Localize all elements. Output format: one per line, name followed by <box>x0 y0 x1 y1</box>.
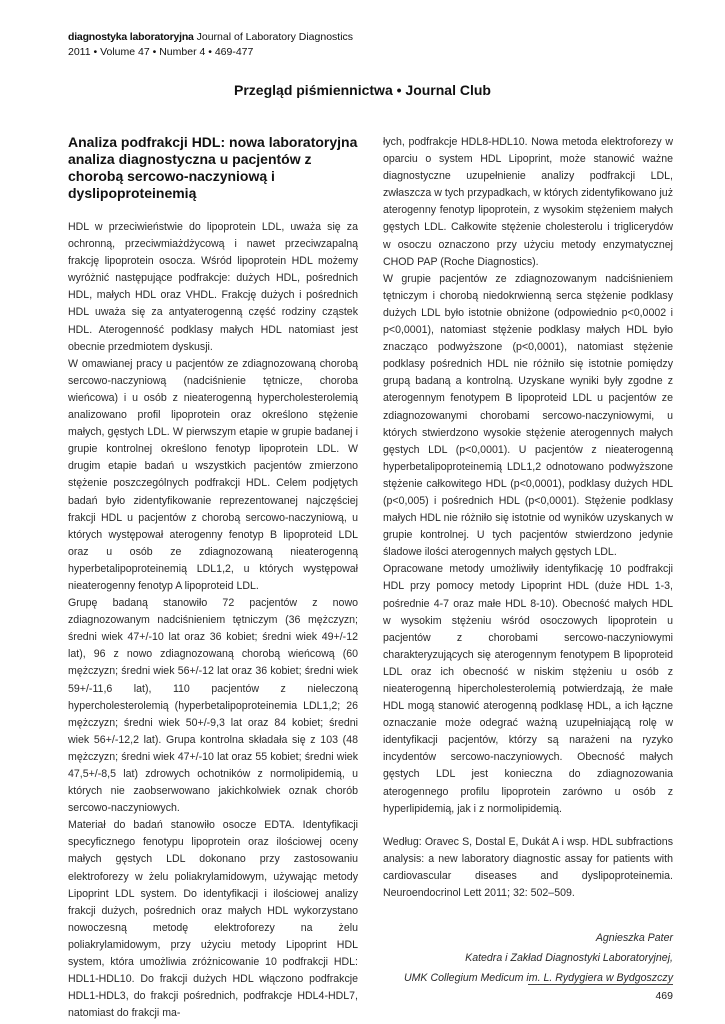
author-block <box>383 928 673 988</box>
journal-header <box>68 30 353 60</box>
article-paragraph: W omawianej pracy u pacjentów ze zdiagnozowaną chorobą sercowo-naczyniową (nadciśnienie tętnicze, choroba wieńcowa) i u osób z nieaterogenną hypercholesterolemią analizowano profil lipoprotein oraz określono stężenie małych, gęstych LDL. W pierwszym etapie w grupie badanej i grupie kontrolnej określono fenotyp lipoprotein LDL. W drugim etapie badań u wszystkich pacjentów zmierzono stężenie poszczególnych podfrakcji HDL. Celem podjętych badań było zidentyfikowanie reprezentowanej najczęściej frakcji HDL u pacjentów z chorobą sercowo-naczyniową, u których występował aterogenny fenotyp B lipoproteid LDL oraz u osób ze zdiagnozowaną nieaterogenną hyperbetalipoproteinemią LDL1,2, u których występował nieaterogenny fenotyp A lipoproteid LDL. <box>68 357 358 592</box>
article-title: Analiza podfrakcji HDL: nowa laboratoryjna analiza diagnostyczna u pacjentów z chorobą sercowo-naczyniową i dyslipoproteinemią <box>68 134 358 201</box>
section-title: Przegląd piśmiennictwa • Journal Club <box>234 82 491 98</box>
author-affiliation: UMK Collegium Medicum im. L. Rydygiera w Bydgoszczy <box>403 972 673 985</box>
article-paragraph: łych, podfrakcje HDL8-HDL10. Nowa metoda elektroforezy w oparciu o system HDL Lipoprint, może stanowić ważne diagnostyczne uzupełnienie analizy podfrakcji LDL, zwłaszcza w tych przypadkach, w których zidentyfikowano już aterogenny fenotyp lipoprotein, z wysokim stężeniem małych gęstych LDL. Całkowite stężenie cholesterolu i triglicerydów w osoczu oznaczono przy użyciu metody enzymatycznej CHOD PAP (Roche Diagnostics). <box>383 136 673 268</box>
left-column <box>68 134 358 1022</box>
page-number: 469 <box>655 990 673 1002</box>
article-paragraph: W grupie pacjentów ze zdiagnozowanym nadciśnieniem tętniczym i chorobą niedokrwienną serca stężenie podklasy dużych LDL było istotnie obniżone (odpowiednio p<0,0002 i p<0,0001), natomiast stężenie podklasy małych HDL było znacząco podwyższone (p<0,0001), natomiast stężenie podklasy pośrednich HDL nie różniło się istotnie pomiędzy grupą badaną a kontrolną. Uzyskane wyniki były zgodne z aterogennym fenotypem B lipoproteid LDL u pacjentów ze zdiagnozowanymi chorobami sercowo-naczyniowymi, u których stwierdzono wysokie stężenie aterogennych małych gęstych LDL (p<0,0001). U pacjentów z nieaterogenną hyperbetalipoproteinemią LDL1,2 odnotowano podwyższone stężenie całkowitego HDL (p<0,0001), podklasy dużych HDL (p<0,005) i pośrednich HDL (p<0,0001). Stężenie podklasy małych HDL nie różniło się istotnie od wyników uzyskanych w grupie kontrolnej. U tych pacjentów stwierdzono jedynie śladowe ilości aterogennych małych gęstych LDL. <box>383 272 673 559</box>
author-affiliation: Katedra i Zakład Diagnostyki Laboratoryjnej, <box>465 952 673 965</box>
author-name: Agnieszka Pater <box>595 932 673 945</box>
journal-english-name: Journal of Laboratory Diagnostics <box>196 31 354 43</box>
article-paragraph: Grupę badaną stanowiło 72 pacjentów z nowo zdiagnozowanym nadciśnieniem tętniczym (36 mężczyzn; średni wiek 47+/-10 lat oraz 36 kobiet; średni wiek 49+/-12 lat), 96 z nowo zdiagnozowaną chorobą wieńcową (60 mężczyzn; średni wiek 56+/-12 lat oraz 36 kobiet; średni wiek 59+/-11,6 lat), 110 pacjentów z nieleczoną hypercholesterolemią (hyperbetalipoproteinemia LDL1,2; 26 mężczyzn; średni wiek 50+/-9,3 lat oraz 84 kobiet; średni wiek 56+/-12,2 lat). Grupa kontrolna składała się z 103 (48 mężczyzn; średni wiek 47+/-10 lat oraz 55 kobiet; średni wiek 47,5+/-8,5 lat) zdrowych ochotników z normolipidemią, u których nie zaobserwowano jakichkolwiek oznak chorób sercowo-naczyniowych. <box>68 597 358 815</box>
journal-name-line <box>68 30 353 45</box>
right-column <box>383 134 673 988</box>
article-paragraph: Opracowane metody umożliwiły identyfikację 10 podfrakcji HDL przy pomocy metody Lipoprint HDL (duże HDL 1-3, pośrednie 4-7 oraz małe HDL 8-10). Obecność małych HDL w wysokim stężeniu wśród osoczowych lipoprotein u pacjentów z chorobami sercowo-naczyniowymi charakteryzujących się aterogennym fenotypem B lipoproteid LDL oraz ich obecność w niskim stężeniu u osób z nieaterogenną hipercholesterolemią potwierdzają, że małe HDL mogą stanowić aterogenną podklasę HDL, a ich łączne oznaczanie może odegrać ważną uzupełniającą rolę w identyfikacji pacjentów, którzy są narażeni na ryzyko incydentów sercowo-naczyniowych. Obecność małych gęstych LDL jest konieczna do zdiagnozowania aterogennego profilu lipoprotein zarówno u osób z hyperlipidemią, jak i z normolipidemią. <box>383 563 673 815</box>
footer-divider <box>528 984 673 985</box>
article-paragraph: HDL w przeciwieństwie do lipoprotein LDL, uważa się za ochronną, przeciwmiażdżycową i nawet przeciwzapalną frakcję lipoprotein osocza. Wśród lipoprotein HDL możemy wyróżnić następujące podfrakcje: dużych HDL, pośrednich HDL, małych HDL oraz VHDL. Frakcję dużych i pośrednich HDL uważa się za antyaterogenną część rodziny cząstek HDL. Aterogenność podklasy małych HDL natomiast jest obecnie przedmiotem dyskusji. <box>68 221 358 353</box>
article-paragraph: Materiał do badań stanowiło osocze EDTA. Identyfikacji specyficznego fenotypu lipoprotein oraz ilościowej oceny małych gęstych LDL dokonano przy zastosowaniu elektroforezy w żelu poliakrylamidowym, używając metody Lipoprint LDL system. Do identyfikacji i ilościowej analizy frakcji dużych, pośrednich oraz małych HDL wykorzystano nowoczesną metodę elektroforezy na żelu poliakrylamidowym, przy użyciu metody Lipoprint HDL system, która umożliwia zróżnicowanie 10 podfrakcji HDL: HDL1-HDL10. Do frakcji dużych HDL włączono podfrakcje HDL1-HDL3, do frakcji pośrednich, podfrakcje HDL4-HDL7, natomiast do frakcji ma- <box>68 819 358 1020</box>
journal-brand: diagnostyka laboratoryjna <box>68 31 194 43</box>
journal-issue: 2011 • Volume 47 • Number 4 • 469-477 <box>68 46 254 58</box>
reference: Według: Oravec S, Dostal E, Dukát A i wsp. HDL subfractions analysis: a new laboratory diagnostic assay for patients with cardiovascular diseases and dyslipoproteinemia. Neuroendocrinol Lett 2011; 32: 502–509. <box>383 835 673 900</box>
